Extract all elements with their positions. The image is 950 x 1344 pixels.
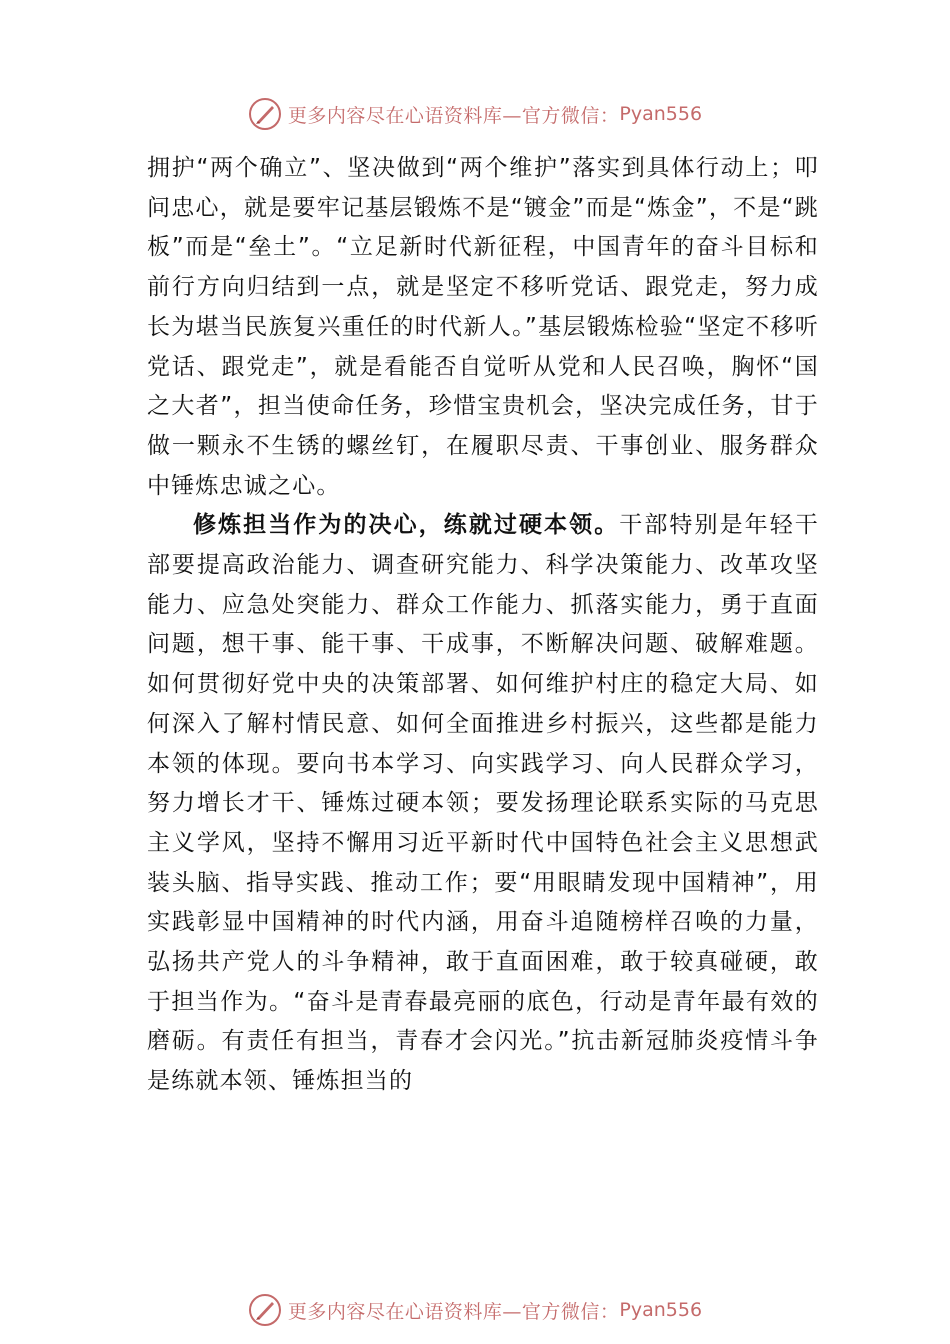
header-watermark bbox=[0, 94, 950, 134]
watermark-wechat-id: Pyan556 bbox=[619, 1299, 703, 1321]
paragraph-1-text: 拥护“两个确立”、坚决做到“两个维护”落实到具体行动上；叩问忠心，就是要牢记基层锻炼不是“镀金”而是“炼金”，不是“跳板”而是“垒土”。“立足新时代新征程，中国青年的奋斗目标和前行方向归结到一点，就是坚定不移听党话、跟党走，努力成长为堪当民族复兴重任的时代新人。”基层锻炼检验“坚定不移听党话、跟党走”，就是看能否自觉听从党和人民召唤，胸怀“国之大者”，担当使命任务，珍惜宝贵机会，坚决完成任务，甘于做一颗永不生锈的螺丝钉，在履职尽责、干事创业、服务群众中锤炼忠诚之心。 bbox=[147, 155, 819, 499]
paragraph-1 bbox=[147, 149, 819, 506]
document-body bbox=[147, 149, 819, 1102]
paragraph-2 bbox=[147, 506, 819, 1102]
paragraph-2-heading: 修炼担当作为的决心，练就过硬本领。 bbox=[193, 512, 620, 539]
paragraph-2-text: 干部特别是年轻干部要提高政治能力、调查研究能力、科学决策能力、改革攻坚能力、应急处突能力、群众工作能力、抓落实能力，勇于直面问题，想干事、能干事、干成事，不断解决问题、破解难题。如何贯彻好党中央的决策部署、如何维护村庄的稳定大局、如何深入了解村情民意、如何全面推进乡村振兴，这些都是能力本领的体现。要向书本学习、向实践学习、向人民群众学习，努力增长才干、锤炼过硬本领；要发扬理论联系实际的马克思主义学风，坚持不懈用习近平新时代中国特色社会主义思想武装头脑、指导实践、推动工作；要“用眼睛发现中国精神”，用实践彰显中国精神的时代内涵，用奋斗追随榜样召唤的力量，弘扬共产党人的斗争精神，敢于直面困难，敢于较真碰硬，敢于担当作为。“奋斗是青春最亮丽的底色，行动是青年最有效的磨砺。有责任有担当，青春才会闪光。”抗击新冠肺炎疫情斗争是练就本领、锤炼担当的 bbox=[147, 512, 819, 1095]
quill-logo-icon bbox=[248, 1293, 282, 1327]
watermark-wechat-id: Pyan556 bbox=[619, 103, 703, 125]
quill-logo-icon bbox=[248, 97, 282, 131]
watermark-text: 更多内容尽在心语资料库—官方微信： bbox=[287, 104, 620, 127]
watermark-text: 更多内容尽在心语资料库—官方微信： bbox=[287, 1300, 620, 1323]
footer-watermark bbox=[0, 1290, 950, 1330]
